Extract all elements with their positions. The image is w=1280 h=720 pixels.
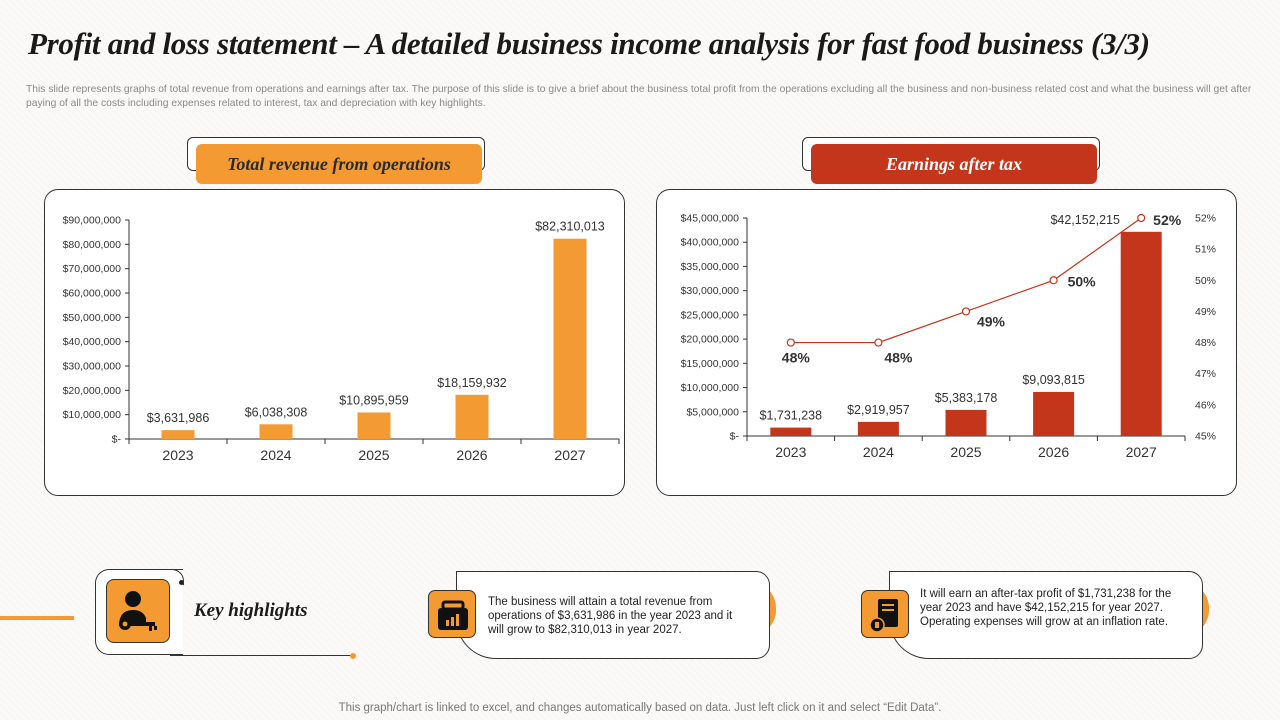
y-tick-label: $30,000,000 [680, 285, 739, 298]
x-tick-label: 2023 [162, 447, 194, 463]
y-tick-label: $10,000,000 [62, 409, 121, 422]
y-tick-label: $90,000,000 [62, 214, 121, 227]
y-tick-label: $10,000,000 [680, 382, 739, 395]
footer-note: This graph/chart is linked to excel, and changes automatically based on data. Just left click on it and select “Edit Data”. [338, 702, 942, 714]
earnings-combo-chart[interactable] [657, 190, 1238, 497]
y-tick-label: $35,000,000 [680, 260, 739, 273]
briefcase-chart-icon [428, 590, 476, 638]
x-tick-label: 2027 [554, 447, 586, 463]
page-title: Profit and loss statement – A detailed business income analysis for fast food business (3/3) [28, 26, 1150, 61]
revenue-bar-chart[interactable] [45, 190, 626, 497]
line-point [875, 339, 882, 346]
y2-tick-label: 47% [1195, 368, 1217, 381]
bar [770, 428, 811, 436]
y2-tick-label: 45% [1195, 430, 1217, 443]
y-tick-label: $40,000,000 [62, 336, 121, 349]
bar [554, 239, 587, 439]
invoice-coin-icon [861, 590, 909, 638]
key-highlights-title: Key highlights [194, 600, 308, 621]
line-point [963, 308, 970, 315]
y-tick-label: $60,000,000 [62, 287, 121, 300]
kh-dot-bottom [350, 653, 356, 659]
line-data-label: 50% [1067, 273, 1096, 290]
x-tick-label: 2025 [950, 444, 982, 460]
y-tick-label: $5,000,000 [686, 406, 739, 419]
y2-tick-label: 49% [1195, 305, 1217, 318]
person-key-icon [106, 579, 170, 643]
y2-tick-label: 51% [1195, 243, 1217, 256]
left-chart-header: Total revenue from operations [196, 144, 482, 184]
bar [260, 424, 293, 439]
bar-data-label: $18,159,932 [437, 375, 507, 390]
y2-tick-label: 48% [1195, 337, 1217, 350]
line-data-label: 48% [781, 349, 810, 366]
x-tick-label: 2025 [358, 447, 390, 463]
y2-tick-label: 52% [1195, 212, 1217, 225]
y-tick-label: $30,000,000 [62, 360, 121, 373]
bar-data-label: $6,038,308 [244, 405, 308, 420]
line-point [1138, 215, 1145, 222]
line-point [1050, 277, 1057, 284]
bar [162, 430, 195, 439]
bar [358, 412, 391, 439]
bar [858, 422, 899, 436]
bar-data-label: $82,310,013 [535, 219, 605, 234]
x-tick-label: 2023 [775, 444, 807, 460]
bar-data-label: $9,093,815 [1022, 372, 1085, 387]
y-tick-label: $45,000,000 [680, 212, 739, 225]
bar-data-label: $42,152,215 [1050, 212, 1120, 227]
bar [946, 410, 987, 436]
right-chart-panel[interactable] [656, 189, 1237, 496]
highlight-1-text: The business will attain a total revenue from operations of $3,631,986 in the year 2023 and it will grow to $82,310,013 in year 2027. [488, 596, 733, 636]
line-data-label: 49% [976, 313, 1006, 330]
bar [456, 395, 489, 439]
y-tick-label: $40,000,000 [680, 236, 739, 249]
kh-bottom-line [170, 655, 352, 656]
y-tick-label: $80,000,000 [62, 238, 121, 251]
bar [1121, 232, 1162, 436]
line-data-label: 52% [1153, 212, 1182, 228]
x-tick-label: 2026 [456, 447, 488, 463]
y-tick-label: $70,000,000 [62, 263, 121, 276]
y-tick-label: $- [111, 433, 121, 446]
x-tick-label: 2026 [1038, 444, 1070, 460]
y-tick-label: $20,000,000 [62, 384, 121, 397]
page-subtitle: This slide represents graphs of total revenue from operations and earnings after tax. The purpose of this slide is to give a brief about the business total profit from the operations excluding all the business and non-business related cost and what the business will get after paying of all the costs including expenses related to interest, tax and depreciation with key highlights. [26, 84, 1252, 109]
right-chart-header: Earnings after tax [811, 144, 1097, 184]
bar-data-label: $10,895,959 [339, 393, 409, 408]
left-chart-panel[interactable] [44, 189, 625, 496]
line-data-label: 48% [884, 349, 913, 366]
y-tick-label: $20,000,000 [680, 333, 739, 346]
bar-data-label: $1,731,238 [759, 408, 823, 423]
orange-accent-line [0, 616, 74, 620]
y-tick-label: $25,000,000 [680, 309, 739, 322]
y2-tick-label: 50% [1195, 274, 1217, 287]
y2-tick-label: 46% [1195, 399, 1217, 412]
y-tick-label: $15,000,000 [680, 357, 739, 370]
y-tick-label: $- [729, 430, 739, 443]
x-tick-label: 2024 [862, 444, 894, 460]
highlight-2-text: It will earn an after-tax profit of $1,731,238 for the year 2023 and have $42,152,215 for year 2027. Operating expenses will grow at an inflation rate. [920, 588, 1172, 628]
x-tick-label: 2027 [1125, 444, 1157, 460]
bar-data-label: $5,383,178 [934, 390, 998, 405]
x-tick-label: 2024 [260, 447, 292, 463]
bar-data-label: $3,631,986 [146, 411, 210, 426]
bar-data-label: $2,919,957 [847, 402, 910, 417]
line-point [787, 339, 794, 346]
y-tick-label: $50,000,000 [62, 311, 121, 324]
bar [1033, 392, 1074, 436]
